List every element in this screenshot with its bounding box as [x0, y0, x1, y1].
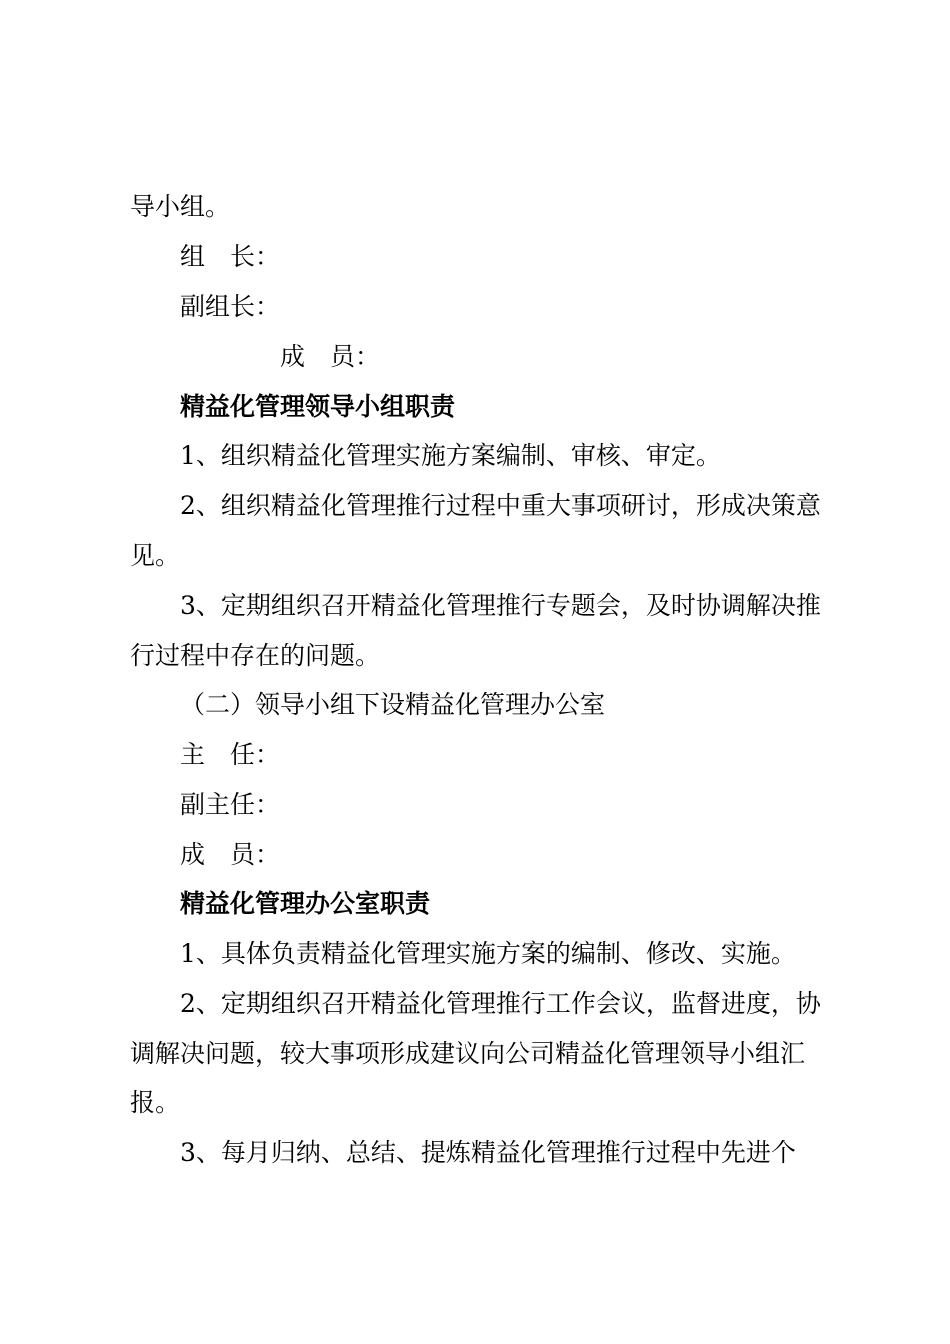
section-heading: 精益化管理领导小组职责 — [180, 392, 456, 421]
text-line: 行过程中存在的问题。 — [130, 641, 381, 670]
text-line: 见。 — [130, 541, 181, 570]
text-line: 组 长： — [180, 242, 281, 271]
text-line: 2、定期组织召开精益化管理推行工作会议，监督进度，协 — [180, 989, 821, 1018]
text-line: 报。 — [130, 1088, 181, 1117]
subsection-heading: （二）领导小组下设精益化管理办公室 — [180, 690, 606, 719]
text-line: 主 任： — [180, 740, 281, 769]
text-line: 1、组织精益化管理实施方案编制、审核、审定。 — [180, 441, 721, 470]
text-line: 3、每月归纳、总结、提炼精益化管理推行过程中先进个 — [180, 1138, 796, 1167]
text-line: 成 员： — [180, 840, 281, 869]
text-line: 2、组织精益化管理推行过程中重大事项研讨，形成决策意 — [180, 491, 821, 520]
text-line: 导小组。 — [130, 192, 231, 221]
section-heading: 精益化管理办公室职责 — [180, 889, 431, 918]
text-line: 成 员： — [280, 342, 381, 371]
text-line: 调解决问题，较大事项形成建议向公司精益化管理领导小组汇 — [130, 1039, 806, 1068]
text-line: 副组长： — [180, 292, 281, 321]
text-line: 副主任： — [180, 790, 281, 819]
text-line: 1、具体负责精益化管理实施方案的编制、修改、实施。 — [180, 939, 796, 968]
text-line: 3、定期组织召开精益化管理推行专题会，及时协调解决推 — [180, 591, 821, 620]
